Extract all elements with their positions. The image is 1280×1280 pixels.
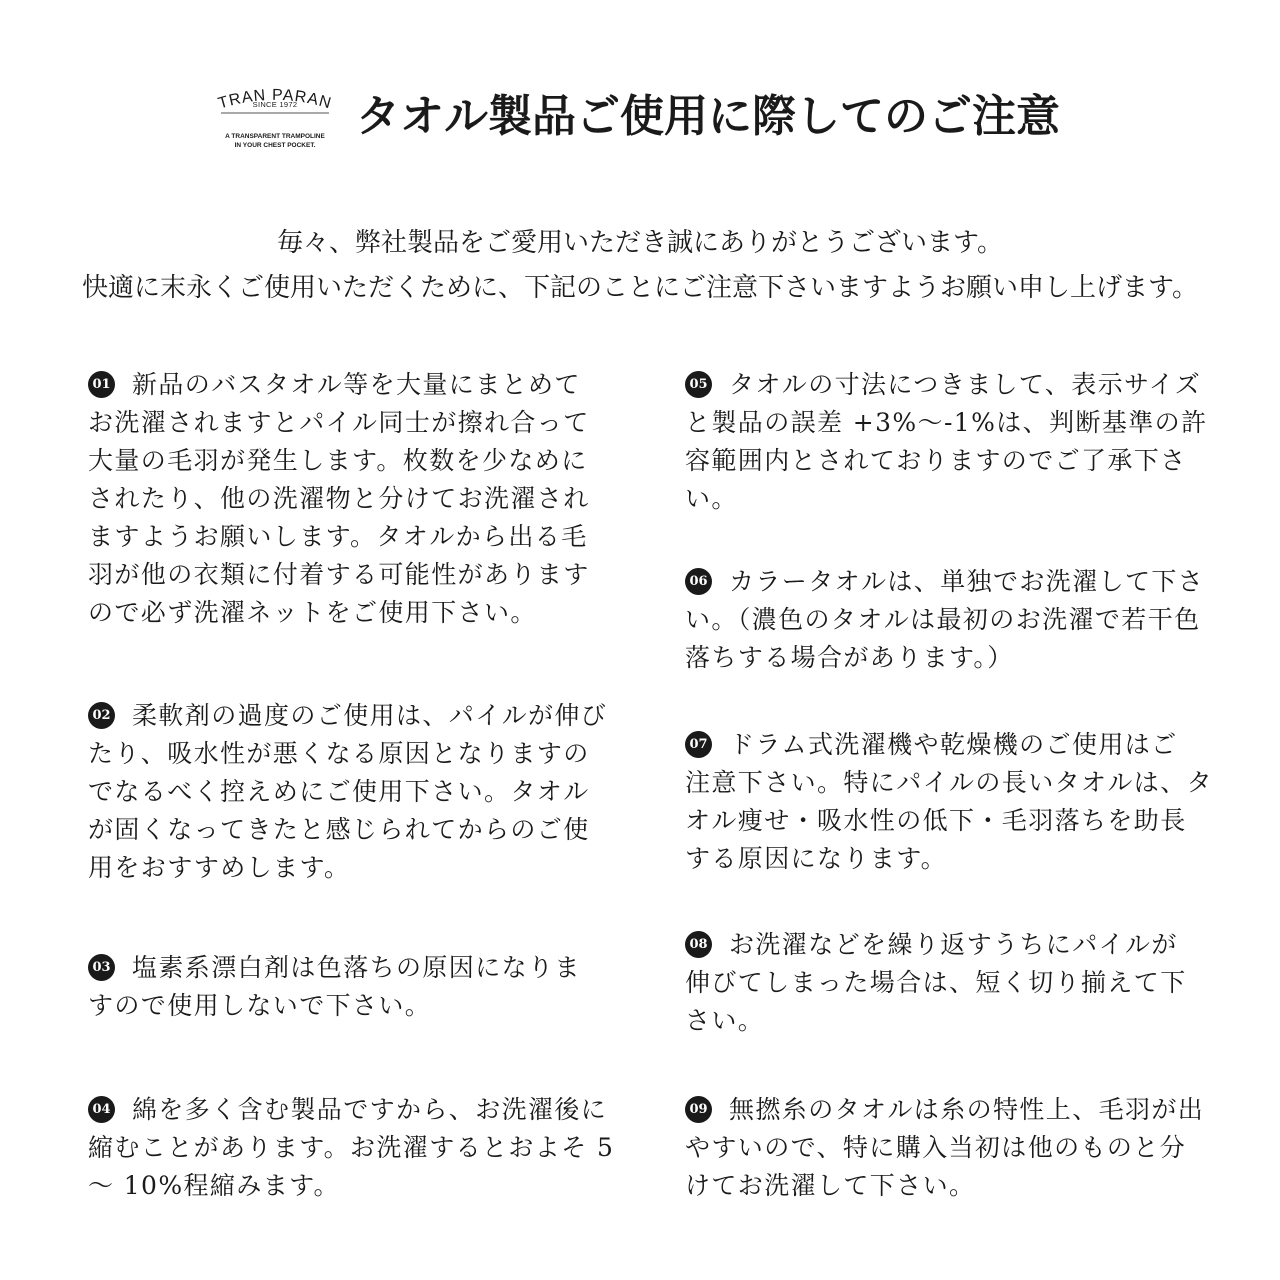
note-number-badge: 01 — [88, 371, 115, 398]
note-line: 落ちする場合があります。） — [685, 643, 1014, 672]
note-line: でなるべく控えめにご使用下さい。タオル — [88, 777, 590, 806]
note-number-badge: 03 — [88, 954, 115, 981]
note-line-text: 綿を多く含む製品ですから、お洗濯後に — [132, 1095, 608, 1124]
note-line: 大量の毛羽が発生します。枚数を少なめに — [88, 446, 588, 475]
note-line — [685, 926, 1187, 964]
page-title: タオル製品ご使用に際してのご注意 — [356, 91, 1060, 142]
note-number-badge: 07 — [685, 731, 712, 758]
note-line: する原因になります。 — [685, 844, 948, 873]
care-note-02 — [88, 697, 607, 887]
note-line: ので必ず洗濯ネットをご使用下さい。 — [88, 598, 537, 627]
intro-line: 快適に末永くご使用いただくために、下記のことにご注意下さいますようお願い申し上げます。 — [82, 273, 1198, 303]
note-line-text: 柔軟剤の過度のご使用は、パイルが伸び — [132, 701, 608, 730]
note-line — [88, 697, 607, 735]
note-line: ～ 10%程縮みます。 — [88, 1171, 340, 1200]
note-line: 羽が他の衣類に付着する可能性があります — [88, 560, 590, 589]
note-line: い。 — [685, 484, 738, 513]
note-line-text: カラータオルは、単独でお洗濯して下さ — [729, 567, 1205, 596]
logo-brand-name: TRAN PARAN — [216, 86, 334, 113]
note-line: ますようお願いします。タオルから出る毛 — [88, 522, 588, 551]
note-line: されたり、他の洗濯物と分けてお洗濯され — [88, 484, 590, 513]
note-line — [88, 949, 581, 987]
note-line: 縮むことがあります。お洗濯するとおよそ 5 — [88, 1133, 615, 1162]
note-line: すので使用しないで下さい。 — [88, 991, 432, 1020]
intro-line: 毎々、弊社製品をご愛用いただき誠にありがとうございます。 — [277, 228, 1003, 258]
note-line: が固くなってきたと感じられてからのご使 — [88, 815, 590, 844]
brand-logo — [208, 80, 342, 156]
note-line — [685, 366, 1207, 404]
note-line-text: タオルの寸法につきまして、表示サイズ — [729, 370, 1202, 399]
note-line: と製品の誤差 +3%～-1%は、判断基準の許 — [685, 408, 1208, 437]
note-line-text: 塩素系漂白剤は色落ちの原因になりま — [132, 953, 581, 982]
note-line — [88, 366, 590, 404]
care-note-08 — [685, 926, 1187, 1040]
logo-tagline: IN YOUR CHEST POCKET. — [234, 142, 316, 149]
note-number-badge: 04 — [88, 1096, 115, 1123]
note-line: たり、吸水性が悪くなる原因となりますの — [88, 739, 590, 768]
note-number-badge: 02 — [88, 702, 115, 729]
note-line: 用をおすすめします。 — [88, 853, 351, 882]
care-note-06 — [685, 563, 1204, 677]
care-note-07 — [685, 726, 1213, 878]
note-line — [88, 1091, 614, 1129]
note-line — [685, 726, 1213, 764]
note-number-badge: 09 — [685, 1096, 712, 1123]
intro-message — [0, 221, 1280, 311]
note-line: 注意下さい。特にパイルの長いタオルは、タ — [685, 768, 1214, 797]
care-note-01 — [88, 366, 590, 632]
note-number-badge: 05 — [685, 371, 712, 398]
note-line: さい。 — [685, 1006, 765, 1035]
care-note-09 — [685, 1091, 1204, 1205]
note-line-text: 新品のバスタオル等を大量にまとめて — [132, 370, 581, 399]
logo-tagline: A TRANSPARENT TRAMPOLINE — [225, 133, 325, 140]
note-line: い。（濃色のタオルは最初のお洗濯で若干色 — [685, 605, 1201, 634]
logo-since: SINCE 1972 — [252, 100, 298, 109]
note-line: オル痩せ・吸水性の低下・毛羽落ちを助長 — [685, 806, 1187, 835]
note-line — [685, 1091, 1204, 1129]
note-line: 伸びてしまった場合は、短く切り揃えて下 — [685, 968, 1187, 997]
care-note-05 — [685, 366, 1207, 518]
note-number-badge: 08 — [685, 931, 712, 958]
note-line — [685, 563, 1204, 601]
note-line: けてお洗濯して下さい。 — [685, 1171, 976, 1200]
care-note-04 — [88, 1091, 614, 1205]
note-line-text: 無撚糸のタオルは糸の特性上、毛羽が出 — [729, 1095, 1205, 1124]
note-number-badge: 06 — [685, 568, 712, 595]
note-line-text: ドラム式洗濯機や乾燥機のご使用はご — [729, 730, 1178, 759]
care-note-03 — [88, 949, 581, 1025]
note-line: お洗濯されますとパイル同士が擦れ合って — [88, 408, 590, 437]
note-line: 容範囲内とされておりますのでご了承下さ — [685, 446, 1187, 475]
note-line: やすいので、特に購入当初は他のものと分 — [685, 1133, 1187, 1162]
note-line-text: お洗濯などを繰り返すうちにパイルが — [729, 930, 1178, 959]
